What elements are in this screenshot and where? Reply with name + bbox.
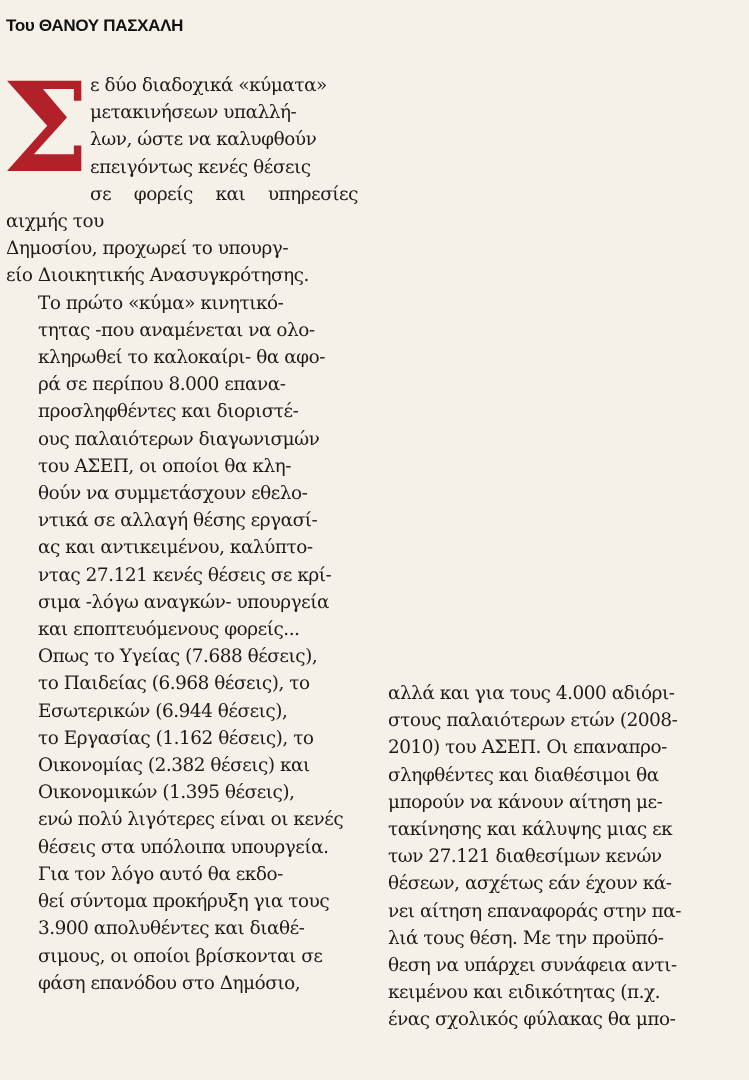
text-line: τητας -που αναμένεται να ολο- — [38, 319, 315, 341]
byline: Του ΘΑΝΟΥ ΠΑΣΧΑΛΗ — [6, 16, 184, 35]
text-line: είο Διοικητικής Ανασυγκρότησης. — [6, 265, 309, 287]
text-line: θεση να υπάρχει συνάφεια αντι- — [388, 955, 677, 977]
text-line: Δημοσίου, προχωρεί το υπουργ- — [6, 238, 289, 260]
drop-cap: Σ — [2, 56, 90, 201]
paragraph-2 — [6, 290, 358, 861]
text-line: το Εργασίας (1.162 θέσεις), το — [38, 727, 314, 749]
text-line: αλλά και για τους 4.000 αδιόρι- — [388, 683, 675, 704]
text-line: Το πρώτο «κύμα» κινητικό- — [38, 292, 284, 314]
text-line: μετακινήσεων υπαλλή- — [90, 102, 297, 124]
text-line: Οικονομικών (1.395 θέσεις), — [38, 782, 295, 804]
text-line: φάση επανόδου στο Δημόσιο, — [38, 972, 301, 994]
text-line: Οπως το Υγείας (7.688 θέσεις), — [38, 646, 318, 668]
text-line: ους παλαιότερων διαγωνισμών — [38, 428, 320, 450]
text-line: Εσωτερικών (6.944 θέσεις), — [38, 700, 288, 722]
text-line: Για τον λόγο αυτό θα εκδο- — [38, 863, 283, 885]
text-line: Οικονομίας (2.382 θέσεις) και — [38, 755, 310, 777]
text-line: ντικά σε αλλαγή θέσης εργασί- — [38, 510, 318, 532]
text-line: σιμα -λόγω αναγκών- υπουργεία — [38, 591, 329, 613]
text-line: ενώ πολύ λιγότερες είναι οι κενές — [38, 809, 344, 831]
paragraph-3 — [6, 861, 358, 997]
text-line: θούν να συμμετάσχουν εθελο- — [38, 483, 308, 505]
article-column-2 — [388, 680, 742, 1034]
text-line: λιά τους θέση. Με την προϋπό- — [388, 927, 664, 949]
text-line: ρά σε περίπου 8.000 επανα- — [38, 374, 286, 396]
text-line: των 27.121 διαθεσίμων κενών — [388, 846, 662, 868]
text-line: 3.900 απολυθέντες και διαθέ- — [38, 918, 305, 940]
text-line: θεί σύντομα προκήρυξη για τους — [38, 891, 330, 913]
text-line: σε φορείς και υπηρεσίες αιχμής του — [6, 183, 358, 233]
text-line: σληφθέντες και διαθέσιμοι θα — [388, 764, 659, 786]
text-line: λων, ώστε να καλυφθούν — [90, 129, 317, 151]
text-line: το Παιδείας (6.968 θέσεις), το — [38, 673, 310, 695]
text-line: θέσεων, ασχέτως εάν έχουν κά- — [388, 873, 672, 895]
text-line: μπορούν να κάνουν αίτηση με- — [388, 791, 663, 813]
text-line: προσληφθέντες και διοριστέ- — [38, 401, 299, 423]
text-line: κληρωθεί το καλοκαίρι- θα αφο- — [38, 347, 325, 369]
text-line: ας και αντικειμένου, καλύπτο- — [38, 537, 313, 559]
text-line: στους παλαιότερων ετών (2008- — [388, 710, 678, 732]
text-line: ντας 27.121 κενές θέσεις σε κρί- — [38, 564, 332, 586]
text-line: νει αίτηση επαναφοράς στην πα- — [388, 900, 681, 922]
text-line: του ΑΣΕΠ, οι οποίοι θα κλη- — [38, 455, 291, 477]
text-line: σιμους, οι οποίοι βρίσκονται σε — [38, 945, 323, 967]
paragraph-4 — [388, 680, 742, 1034]
article-column-1 — [2, 56, 358, 997]
text-line: τακίνησης και κάλυψης μιας εκ — [388, 819, 673, 841]
text-line: κειμένου και ειδικότητας (π.χ. — [388, 982, 661, 1004]
text-line: θέσεις στα υπόλοιπα υπουργεία. — [38, 836, 329, 858]
text-line: επειγόντως κενές θέσεις — [90, 156, 311, 178]
text-line: και εποπτευόμενους φορείς... — [38, 619, 300, 641]
text-line: ένας σχολικός φύλακας θα μπο- — [388, 1009, 676, 1031]
text-line: 2010) του ΑΣΕΠ. Οι επαναπρο- — [388, 737, 667, 759]
text-line: ε δύο διαδοχικά «κύματα» — [90, 75, 327, 96]
